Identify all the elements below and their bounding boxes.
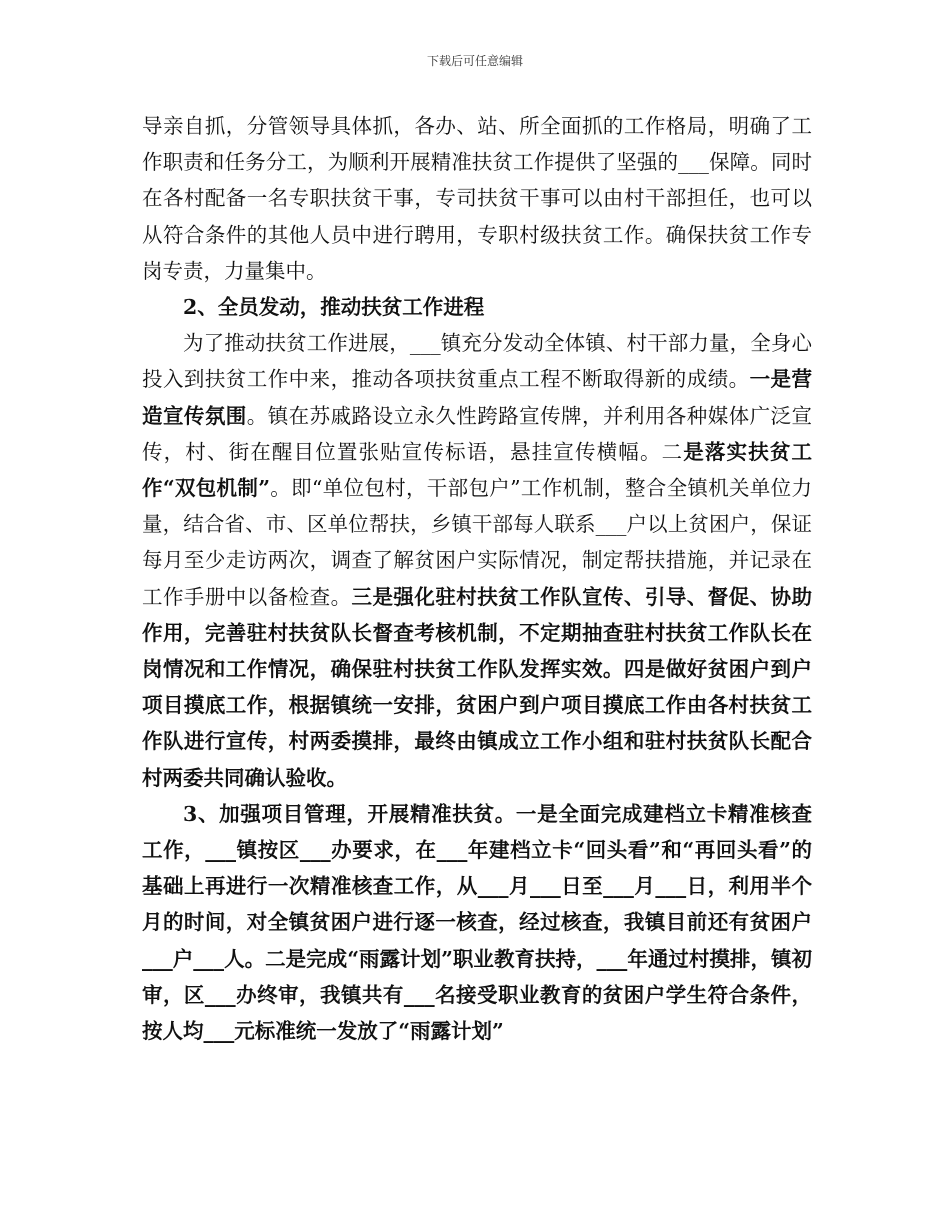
paragraph-2-text-2: 。镇在苏戚路设立永久性跨路宣传牌，并利用各种媒体广泛宣传，村、街在醒目位置张贴宣传标语，悬挂宣传横幅。二	[142, 403, 813, 464]
paragraph-3: 3、加强项目管理，开展精准扶贫。一是全面完成建档立卡精准核查工作，___镇按区___办要求，在___年建档立卡“回头看”和“再回头看”的基础上再进行一次精准核查工作，从___月___日至___月___日，利用半个月的时间，对全镇贫困户进行逐一核查，经过核查，我镇目前还有贫困户___户___人。二是完成“雨露计划”职业教育扶持，___年通过村摸排，镇初审，区___办终审，我镇共有___名接受职业教育的贫困户学生符合条件，按人均___元标准统一发放了“雨露计划”	[142, 801, 812, 1044]
paragraph-1: 导亲自抓，分管领导具体抓，各办、站、所全面抓的工作格局，明确了工作职责和任务分工，为顺利开展精准扶贫工作提供了坚强的___保障。同时在各村配备一名专职扶贫干事，专司扶贫干事可以由村干部担任，也可以从符合条件的其他人员中进行聘用，专职村级扶贫工作。确保扶贫工作专岗专责，力量集中。	[142, 114, 812, 283]
document-body	[142, 108, 812, 1049]
paragraph-2-text-1: 为了推动扶贫工作进展，___镇充分发动全体镇、村干部力量，全身心投入到扶贫工作中来，推动各项扶贫重点工程不断取得新的成绩。	[142, 331, 812, 392]
paragraph-2-bold-3: 三是强化驻村扶贫工作队宣传、引导、督促、协助作用，完善驻村扶贫队长督查考核机制，不定期抽查驻村扶贫工作队长在岗情况和工作情况，确保驻村扶贫工作队发挥实效。四是做好贫困户到户项目摸底工作，根据镇统一安排，贫困户到户项目摸底工作由各村扶贫工作队进行宣传，村两委摸排，最终由镇成立工作小组和驻村扶贫队长配合村两委共同确认验收。	[142, 584, 812, 790]
paragraph-2-bold-2: 是落实扶贫工作“双包机制”	[142, 439, 812, 501]
paragraph-2-bold-1: 一是营造宣传氛围	[142, 367, 813, 428]
paragraph-2-text-3: 。即“单位包村，干部包户”工作机制，整合全镇机关单位力量，结合省、市、区单位帮扶，乡镇干部每人联系___户以上贫困户，保证每月至少走访两次，调查了解贫困户实际情况，制定帮扶措施，并记录在工作手册中以备检查。	[142, 476, 812, 609]
paragraph-2	[142, 325, 812, 796]
page-header: 下载后可任意编辑	[426, 54, 523, 68]
section-heading-2: 2、全员发动，推动扶贫工作进程	[183, 295, 485, 320]
